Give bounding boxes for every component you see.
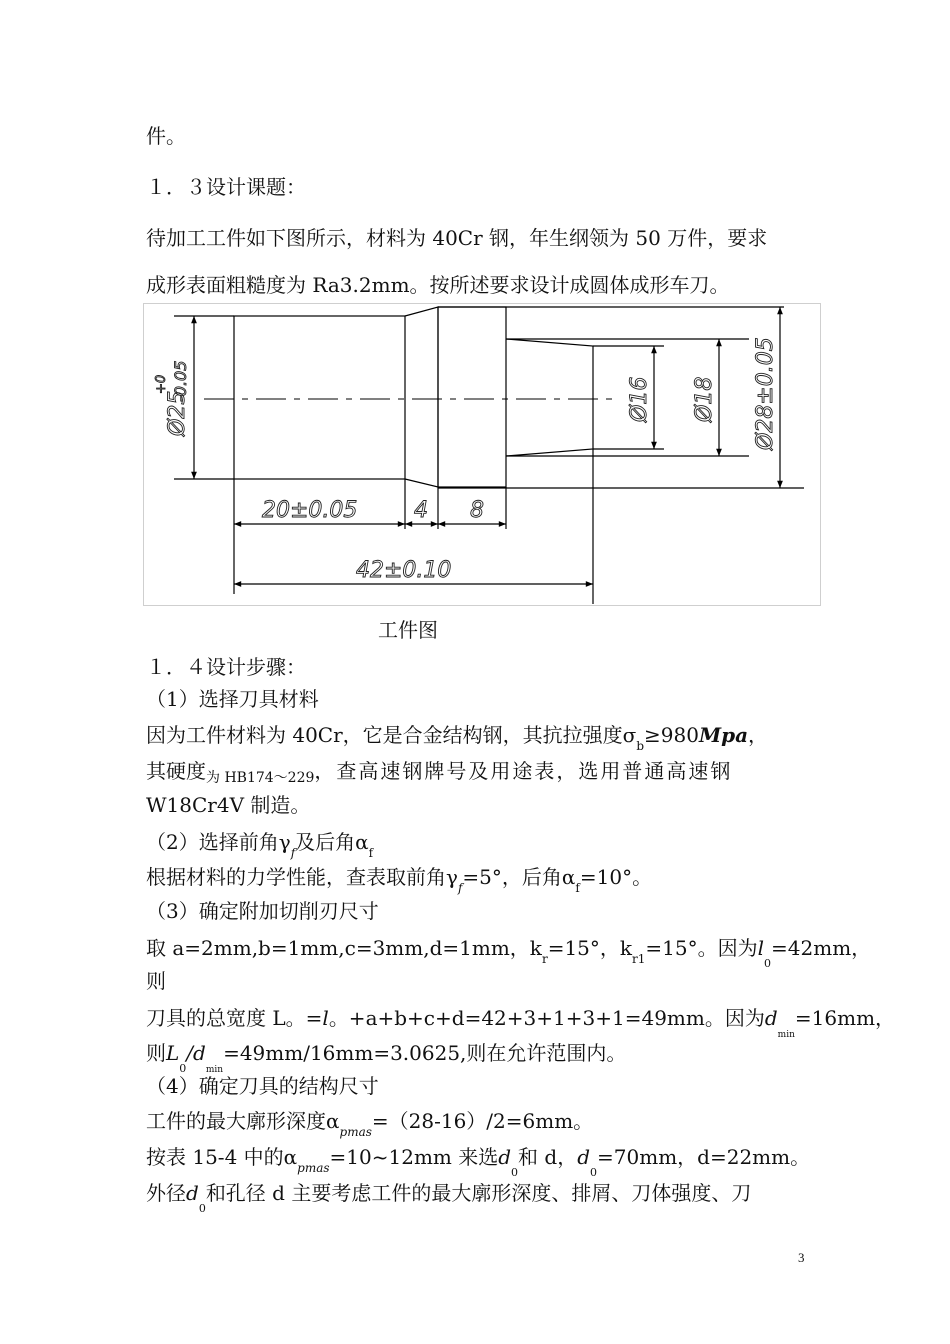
text-line: 则$L_0/d_{min}=49mm/16mm=3.0625$,则在允许范围内。 [146, 1041, 627, 1075]
text-line: 按表 15-4 中的$\alpha_{pmas}=10\sim 12mm$ 来选$d_0$和 d，$d_0=70mm$，d=22mm。 [146, 1145, 811, 1179]
workpiece-drawing [143, 303, 821, 606]
shaft-section-25 [234, 316, 405, 479]
shaft-section-28 [438, 307, 506, 487]
text-line: 成形表面粗糙度为 Ra3.2mm。按所述要求设计成圆体成形车刀。 [146, 273, 730, 297]
dim-d18-label: Ø18 [692, 376, 717, 422]
taper-section [405, 307, 438, 487]
section-heading-1-4: １．４设计步骤： [146, 655, 306, 679]
dim-d16-label: Ø16 [627, 376, 652, 422]
step-heading-3: （3）确定附加切削刃尺寸 [146, 899, 379, 923]
dim-20-label: 20±0.05 [262, 498, 358, 523]
dim-8-label: 8 [470, 498, 484, 523]
text-line: 工件的最大廓形深度$\alpha_{pmas}=(28-16)/2=6mm$。 [146, 1109, 594, 1139]
step-heading-4: （4）确定刀具的结构尺寸 [146, 1074, 379, 1098]
text-line: 根据材料的力学性能，查表取前角$\gamma_f=5^\circ$，后角$\alpha_f=10^\circ$。 [146, 865, 653, 895]
dim-d28-label: Ø28±0.05 [753, 337, 778, 450]
dim-4-label: 4 [414, 498, 428, 523]
figure-caption: 工件图 [378, 618, 438, 642]
text-line: 则 [146, 969, 166, 993]
dim-d25-tol-top: +0 [154, 374, 169, 394]
page-number: 3 [798, 1250, 805, 1265]
text-line: 取 a=2mm,b=1mm,c=3mm,d=1mm，$k_r=15^\circ$，$k_{r1}=15^\circ$。因为$l_0=42mm$， [146, 936, 872, 970]
step-heading-2: （2）选择前角$\gamma_f$及后角$\alpha_f$ [146, 830, 374, 860]
step-heading-1: （1）选择刀具材料 [146, 687, 319, 711]
dim-d25-label: Ø25 [165, 390, 190, 436]
dim-d25-tol-bottom: -0.05 [171, 360, 190, 402]
text-line: 件。 [146, 124, 186, 148]
text-line: 外径$d_0$和孔径 d 主要考虑工件的最大廓形深度、排屑、刀体强度、刀 [146, 1181, 752, 1215]
text-line: 刀具的总宽度 L。=l。+a+b+c+d=42+3+1+3+1=49mm。因为$d_{min}=16mm$， [146, 1006, 896, 1040]
text-line: W18Cr4V 制造。 [146, 793, 311, 817]
stepped-section [506, 339, 593, 456]
text-line: 因为工件材料为 40Cr，它是合金结构钢，其抗拉强度$\sigma_b\ge 980Mpa$， [146, 723, 769, 753]
drawing-svg [144, 304, 822, 607]
dim-42-label: 42±0.10 [356, 558, 452, 583]
section-heading-1-3: １．３设计课题： [146, 175, 306, 199]
text-line: 其硬度$_{为 HB174\sim 229}$，查高速钢牌号及用途表，选用普通高速钢 [146, 759, 733, 786]
text-line: 待加工工件如下图所示，材料为 40Cr 钢，年生纲领为 50 万件，要求 [146, 226, 768, 250]
